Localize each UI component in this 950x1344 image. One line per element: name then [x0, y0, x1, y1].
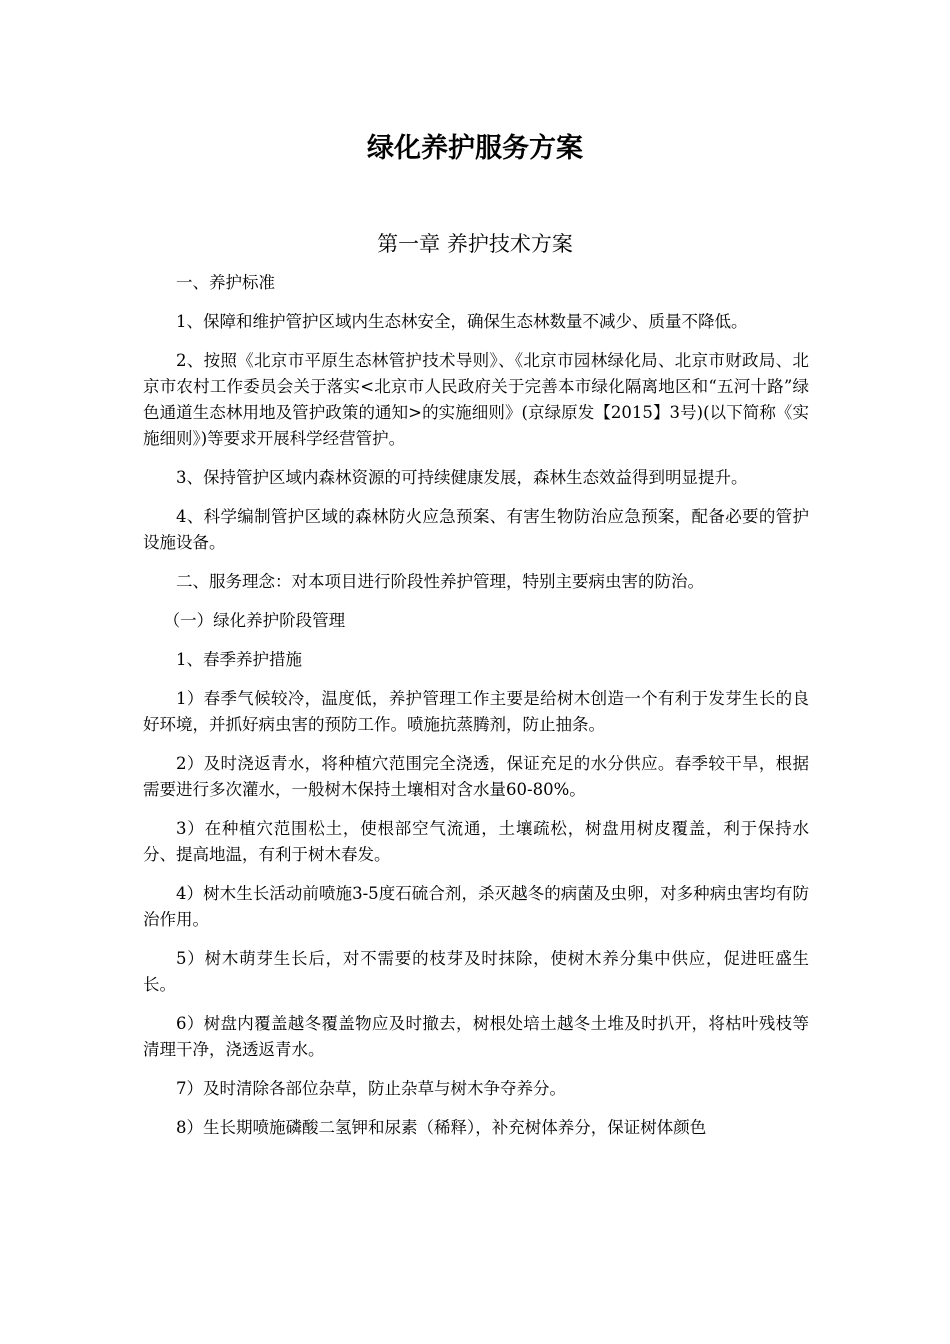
document-title: 绿化养护服务方案 [367, 133, 583, 164]
paragraph: 3）在种植穴范围松土，使根部空气流通，土壤疏松，树盘用树皮覆盖，利于保持水分、提高地温，有利于树木春发。 [143, 819, 809, 864]
paragraph: 3、保持管护区域内森林资源的可持续健康发展，森林生态效益得到明显提升。 [176, 468, 748, 487]
item-heading-spring: 1、春季养护措施 [176, 650, 302, 669]
paragraph: 6）树盘内覆盖越冬覆盖物应及时撤去，树根处培土越冬土堆及时扒开，将枯叶残枝等清理干净，浇透返青水。 [143, 1014, 809, 1059]
document-body [143, 270, 809, 1154]
paragraph: 1）春季气候较冷，温度低，养护管理工作主要是给树木创造一个有利于发芽生长的良好环境，并抓好病虫害的预防工作。喷施抗蒸腾剂，防止抽条。 [143, 689, 809, 734]
chapter-title: 第一章 养护技术方案 [377, 232, 573, 256]
paragraph: 5）树木萌芽生长后，对不需要的枝芽及时抹除，使树木养分集中供应，促进旺盛生长。 [143, 949, 809, 994]
paragraph: 7）及时清除各部位杂草，防止杂草与树木争夺养分。 [176, 1079, 566, 1098]
paragraph: 4、科学编制管护区域的森林防火应急预案、有害生物防治应急预案，配备必要的管护设施设备。 [143, 507, 809, 552]
paragraph: 8）生长期喷施磷酸二氢钾和尿素（稀释），补充树体养分，保证树体颜色 [176, 1118, 707, 1137]
subsection-heading: （一）绿化养护阶段管理 [163, 611, 346, 630]
section-heading-standards: 一、养护标准 [176, 273, 275, 292]
paragraph: 2）及时浇返青水，将种植穴范围完全浇透，保证充足的水分供应。春季较干旱，根据需要进行多次灌水，一般树木保持土壤相对含水量60-80%。 [143, 754, 809, 799]
paragraph: 2、按照《北京市平原生态林管护技术导则》、《北京市园林绿化局、北京市财政局、北京市农村工作委员会关于落实<北京市人民政府关于完善本市绿化隔离地区和“五河十路”绿色通道生态林用地及管护政策的通知>的实施细则》(京绿原发【2015】3号)(以下简称《实施细则》)等要求开展科学经营管护。 [143, 351, 809, 448]
paragraph: 4）树木生长活动前喷施3-5度石硫合剂，杀灭越冬的病菌及虫卵，对多种病虫害均有防治作用。 [143, 884, 809, 929]
paragraph: 1、保障和维护管护区域内生态林安全，确保生态林数量不减少、质量不降低。 [176, 312, 748, 331]
section-heading-service-concept: 二、服务理念：对本项目进行阶段性养护管理，特别主要病虫害的防治。 [176, 572, 704, 591]
